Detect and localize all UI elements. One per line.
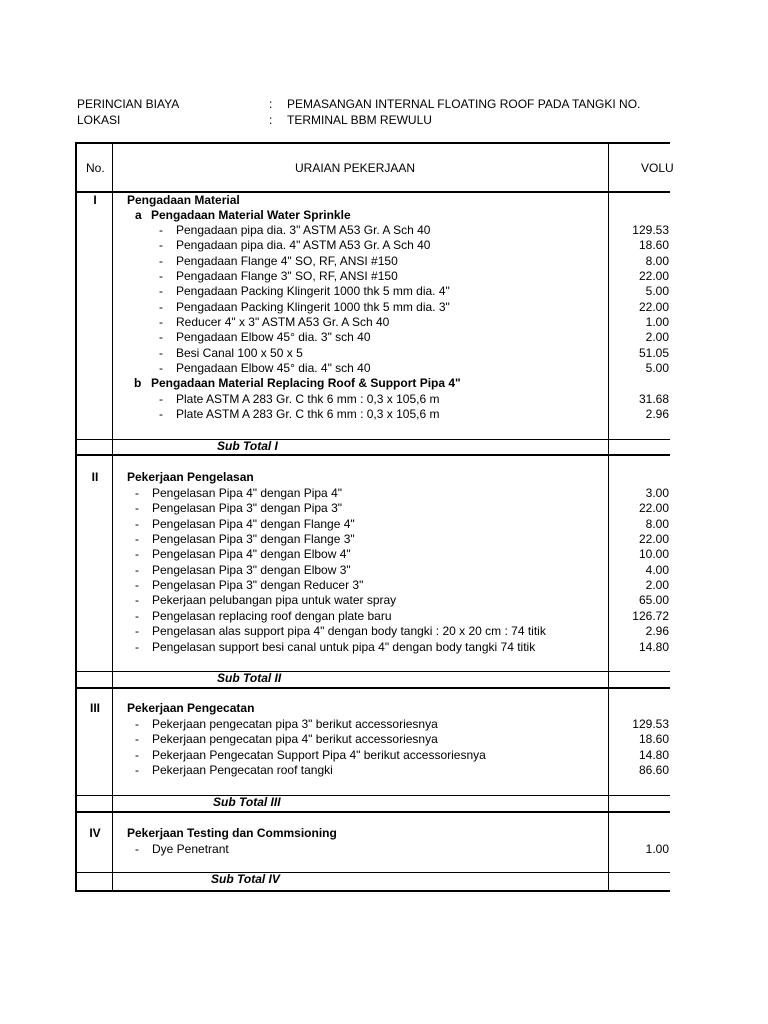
item-row [77, 486, 670, 501]
row-divider [77, 795, 670, 796]
item-volume: 22.00 [638, 269, 669, 284]
item-description: Pengadaan pipa dia. 3" ASTM A53 Gr. A Sch 40 [176, 223, 431, 237]
column-header-volume: VOLU [641, 161, 674, 175]
section-divider [77, 687, 670, 689]
item-description: Pengelasan Pipa 4" dengan Elbow 4" [152, 547, 351, 562]
subsection-letter: b [134, 376, 142, 390]
item-row [77, 842, 670, 857]
item-row [77, 517, 670, 532]
item-volume: 51.05 [638, 345, 669, 360]
bullet-dash: - [159, 238, 163, 253]
bullet-dash: - [159, 407, 163, 422]
cost-table [75, 142, 674, 892]
perincian-colon: : [269, 97, 273, 111]
item-description: Pekerjaan Pengecatan Support Pipa 4" berikut accessoriesnya [152, 747, 486, 762]
lokasi-colon: : [269, 113, 273, 127]
column-header-description: URAIAN PEKERJAAN [295, 161, 416, 175]
item-description: Pengelasan alas support pipa 4" dengan body tangki : 20 x 20 cm : 74 titik [152, 624, 546, 639]
item-row [77, 547, 670, 562]
section-row [77, 470, 670, 485]
bullet-dash: - [135, 578, 139, 593]
item-row [77, 284, 670, 299]
item-row [77, 763, 670, 778]
section-number: II [91, 470, 99, 484]
bullet-dash: - [135, 747, 139, 762]
item-description: Plate ASTM A 283 Gr. C thk 6 mm : 0,3 x 105,6 m [176, 407, 440, 422]
subsection-row [77, 208, 670, 223]
item-row [77, 392, 670, 407]
section-divider [77, 811, 670, 813]
item-volume: 22.00 [638, 299, 669, 314]
section-row [77, 701, 670, 716]
item-volume: 22.00 [638, 532, 669, 547]
item-description: Pengadaan Flange 3" SO, RF, ANSI #150 [176, 269, 398, 284]
bullet-dash: - [135, 562, 139, 577]
column-header-no: No. [86, 161, 105, 175]
bullet-dash: - [135, 842, 139, 856]
item-volume: 22.00 [638, 501, 669, 516]
item-description: Pekerjaan pelubangan pipa untuk water spray [152, 593, 397, 608]
item-description: Besi Canal 100 x 50 x 5 [176, 345, 303, 360]
item-volume: 5.00 [645, 361, 669, 376]
item-volume: 14.80 [638, 747, 669, 762]
subsection-letter: a [135, 208, 142, 222]
item-row [77, 315, 670, 330]
perincian-label: PERINCIAN BIAYA [77, 97, 180, 111]
item-row [77, 609, 670, 624]
item-row [77, 732, 670, 747]
subsection-title: Pengadaan Material Water Sprinkle [151, 208, 351, 222]
item-description: Pengelasan Pipa 4" dengan Flange 4" [152, 516, 355, 531]
item-row [77, 593, 670, 608]
bullet-dash: - [159, 253, 163, 268]
item-description: Pekerjaan pengecatan pipa 4" berikut accessoriesnya [152, 732, 438, 747]
bullet-dash: - [135, 732, 139, 747]
item-description: Pekerjaan Pengecatan roof tangki [152, 763, 333, 778]
item-description: Pengelasan support besi canal untuk pipa 4" dengan body tangki 74 titik [152, 639, 536, 654]
bullet-dash: - [159, 315, 163, 330]
item-volume: 10.00 [638, 547, 669, 562]
item-description: Pengelasan Pipa 3" dengan Reducer 3" [152, 578, 364, 593]
bullet-dash: - [159, 223, 163, 237]
item-description: Pengelasan Pipa 4" dengan Pipa 4" [152, 486, 343, 500]
item-description: Pengadaan Elbow 45° dia. 3" sch 40 [176, 330, 371, 345]
bullet-dash: - [135, 516, 139, 531]
subtotal-label: Sub Total III [213, 795, 281, 809]
item-row [77, 407, 670, 422]
section-title: Pekerjaan Testing dan Commsioning [127, 826, 337, 840]
bullet-dash: - [159, 392, 163, 406]
row-divider [77, 872, 670, 873]
bullet-dash: - [159, 330, 163, 345]
item-volume: 2.00 [645, 578, 669, 593]
subsection-row [77, 376, 670, 391]
item-volume: 8.00 [645, 253, 669, 268]
item-description: Pengelasan Pipa 3" dengan Elbow 3" [152, 562, 351, 577]
item-row [77, 578, 670, 593]
item-row [77, 563, 670, 578]
item-row [77, 269, 670, 284]
item-row [77, 748, 670, 763]
section-divider [77, 454, 670, 456]
lokasi-value: TERMINAL BBM REWULU [287, 113, 432, 127]
item-description: Dye Penetrant [152, 842, 229, 856]
item-volume: 2.96 [645, 624, 669, 639]
item-description: Pengadaan pipa dia. 4" ASTM A53 Gr. A Sch 40 [176, 238, 431, 253]
item-volume: 1.00 [645, 842, 669, 856]
row-divider [77, 671, 670, 672]
subtotal-label: Sub Total IV [211, 872, 280, 886]
item-volume: 129.53 [632, 223, 669, 237]
bullet-dash: - [135, 639, 139, 654]
section-row [77, 193, 670, 208]
bullet-dash: - [159, 269, 163, 284]
item-row [77, 501, 670, 516]
item-row [77, 346, 670, 361]
item-description: Pengadaan Packing Klingerit 1000 thk 5 mm dia. 3" [176, 299, 450, 314]
item-volume: 31.68 [638, 392, 669, 406]
item-row [77, 624, 670, 639]
bullet-dash: - [135, 547, 139, 562]
bullet-dash: - [135, 532, 139, 547]
item-volume: 126.72 [632, 608, 669, 623]
item-volume: 18.60 [638, 732, 669, 747]
bullet-dash: - [135, 486, 139, 500]
item-row [77, 361, 670, 376]
item-row [77, 223, 670, 238]
bullet-dash: - [135, 501, 139, 516]
bullet-dash: - [159, 299, 163, 314]
item-volume: 4.00 [645, 562, 669, 577]
subtotal-label: Sub Total II [217, 671, 282, 685]
section-title: Pengadaan Material [127, 193, 240, 207]
item-volume: 3.00 [645, 486, 669, 500]
section-number: IV [89, 826, 101, 840]
section-number: III [89, 701, 100, 715]
row-divider [77, 439, 670, 440]
item-description: Pengadaan Packing Klingerit 1000 thk 5 mm dia. 4" [176, 284, 450, 299]
item-volume: 2.96 [645, 407, 669, 422]
item-description: Reducer 4" x 3" ASTM A53 Gr. A Sch 40 [176, 315, 390, 330]
item-description: Pekerjaan pengecatan pipa 3" berikut accessoriesnya [152, 717, 438, 731]
item-volume: 2.00 [645, 330, 669, 345]
item-description: Plate ASTM A 283 Gr. C thk 6 mm : 0,3 x 105,6 m [176, 392, 440, 406]
section-number: I [93, 193, 97, 207]
item-row [77, 532, 670, 547]
item-description: Pengelasan replacing roof dengan plate baru [152, 608, 392, 623]
item-description: Pengelasan Pipa 3" dengan Flange 3" [152, 532, 355, 547]
bullet-dash: - [135, 717, 139, 731]
bullet-dash: - [135, 593, 139, 608]
bullet-dash: - [135, 624, 139, 639]
subsection-title: Pengadaan Material Replacing Roof & Support Pipa 4" [151, 376, 461, 390]
item-description: Pengadaan Flange 4" SO, RF, ANSI #150 [176, 253, 398, 268]
item-volume: 129.53 [632, 717, 669, 731]
item-volume: 65.00 [638, 593, 669, 608]
bullet-dash: - [159, 284, 163, 299]
bullet-dash: - [159, 361, 163, 376]
item-row [77, 254, 670, 269]
item-row [77, 330, 670, 345]
subtotal-label: Sub Total I [217, 439, 278, 453]
item-row [77, 238, 670, 253]
bullet-dash: - [135, 763, 139, 778]
item-volume: 86.60 [638, 763, 669, 778]
item-volume: 8.00 [645, 516, 669, 531]
lokasi-label: LOKASI [77, 113, 121, 127]
item-row [77, 640, 670, 655]
perincian-value: PEMASANGAN INTERNAL FLOATING ROOF PADA TANGKI NO. [287, 97, 641, 111]
section-title: Pekerjaan Pengecatan [127, 701, 255, 715]
item-row [77, 717, 670, 732]
item-description: Pengadaan Elbow 45° dia. 4" sch 40 [176, 361, 371, 376]
bullet-dash: - [135, 608, 139, 623]
item-description: Pengelasan Pipa 3" dengan Pipa 3" [152, 501, 343, 516]
section-row [77, 826, 670, 841]
bullet-dash: - [159, 345, 163, 360]
item-volume: 18.60 [638, 238, 669, 253]
item-row [77, 300, 670, 315]
item-volume: 1.00 [645, 315, 669, 330]
section-title: Pekerjaan Pengelasan [127, 470, 254, 484]
item-volume: 5.00 [645, 284, 669, 299]
item-volume: 14.80 [638, 639, 669, 654]
